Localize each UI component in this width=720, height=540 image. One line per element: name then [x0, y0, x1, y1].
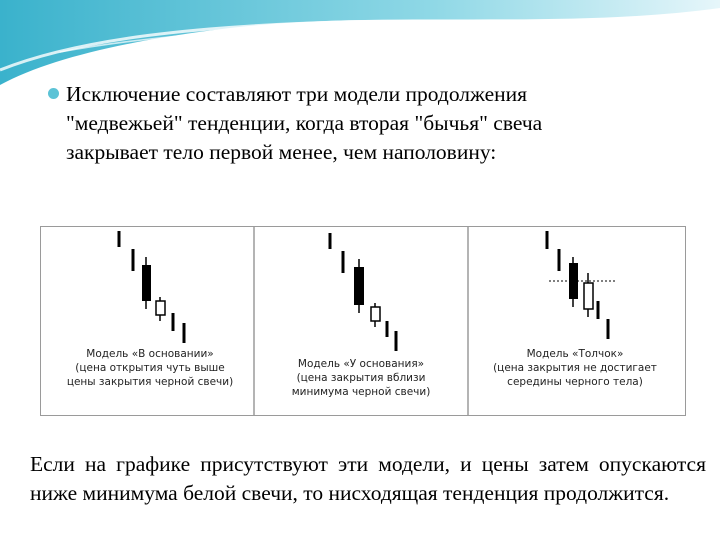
panel-3-candles [547, 231, 617, 339]
bullet-paragraph [48, 80, 708, 167]
panel-3-caption: Модель «Толчок» (цена закрытия не достигает середины черного тела) [493, 348, 657, 388]
panel-1-candles [119, 231, 184, 343]
bullet-text: Исключение составляют три модели продолжения "медвежьей" тенденции, когда вторая "бычья" свеча закрывает тело первой менее, чем наполовину: [66, 82, 543, 164]
conclusion-paragraph: Если на графике присутствуют эти модели, и цены затем опускаются ниже минимума белой свечи, то нисходящая тенденция продолжится. [30, 452, 706, 505]
candlestick-figure [40, 226, 686, 416]
panel-2-candles [330, 233, 396, 351]
panel-1-caption: Модель «В основании» (цена открытия чуть выше цены закрытия черной свечи) [66, 348, 234, 388]
header-wave-decoration [0, 0, 720, 90]
panel-divider-1 [253, 227, 255, 415]
panel-2-caption: Модель «У основания» (цена закрытия вблизи минимума черной свечи) [291, 358, 431, 398]
bullet-dot-icon [48, 88, 59, 99]
panel-divider-2 [467, 227, 469, 415]
